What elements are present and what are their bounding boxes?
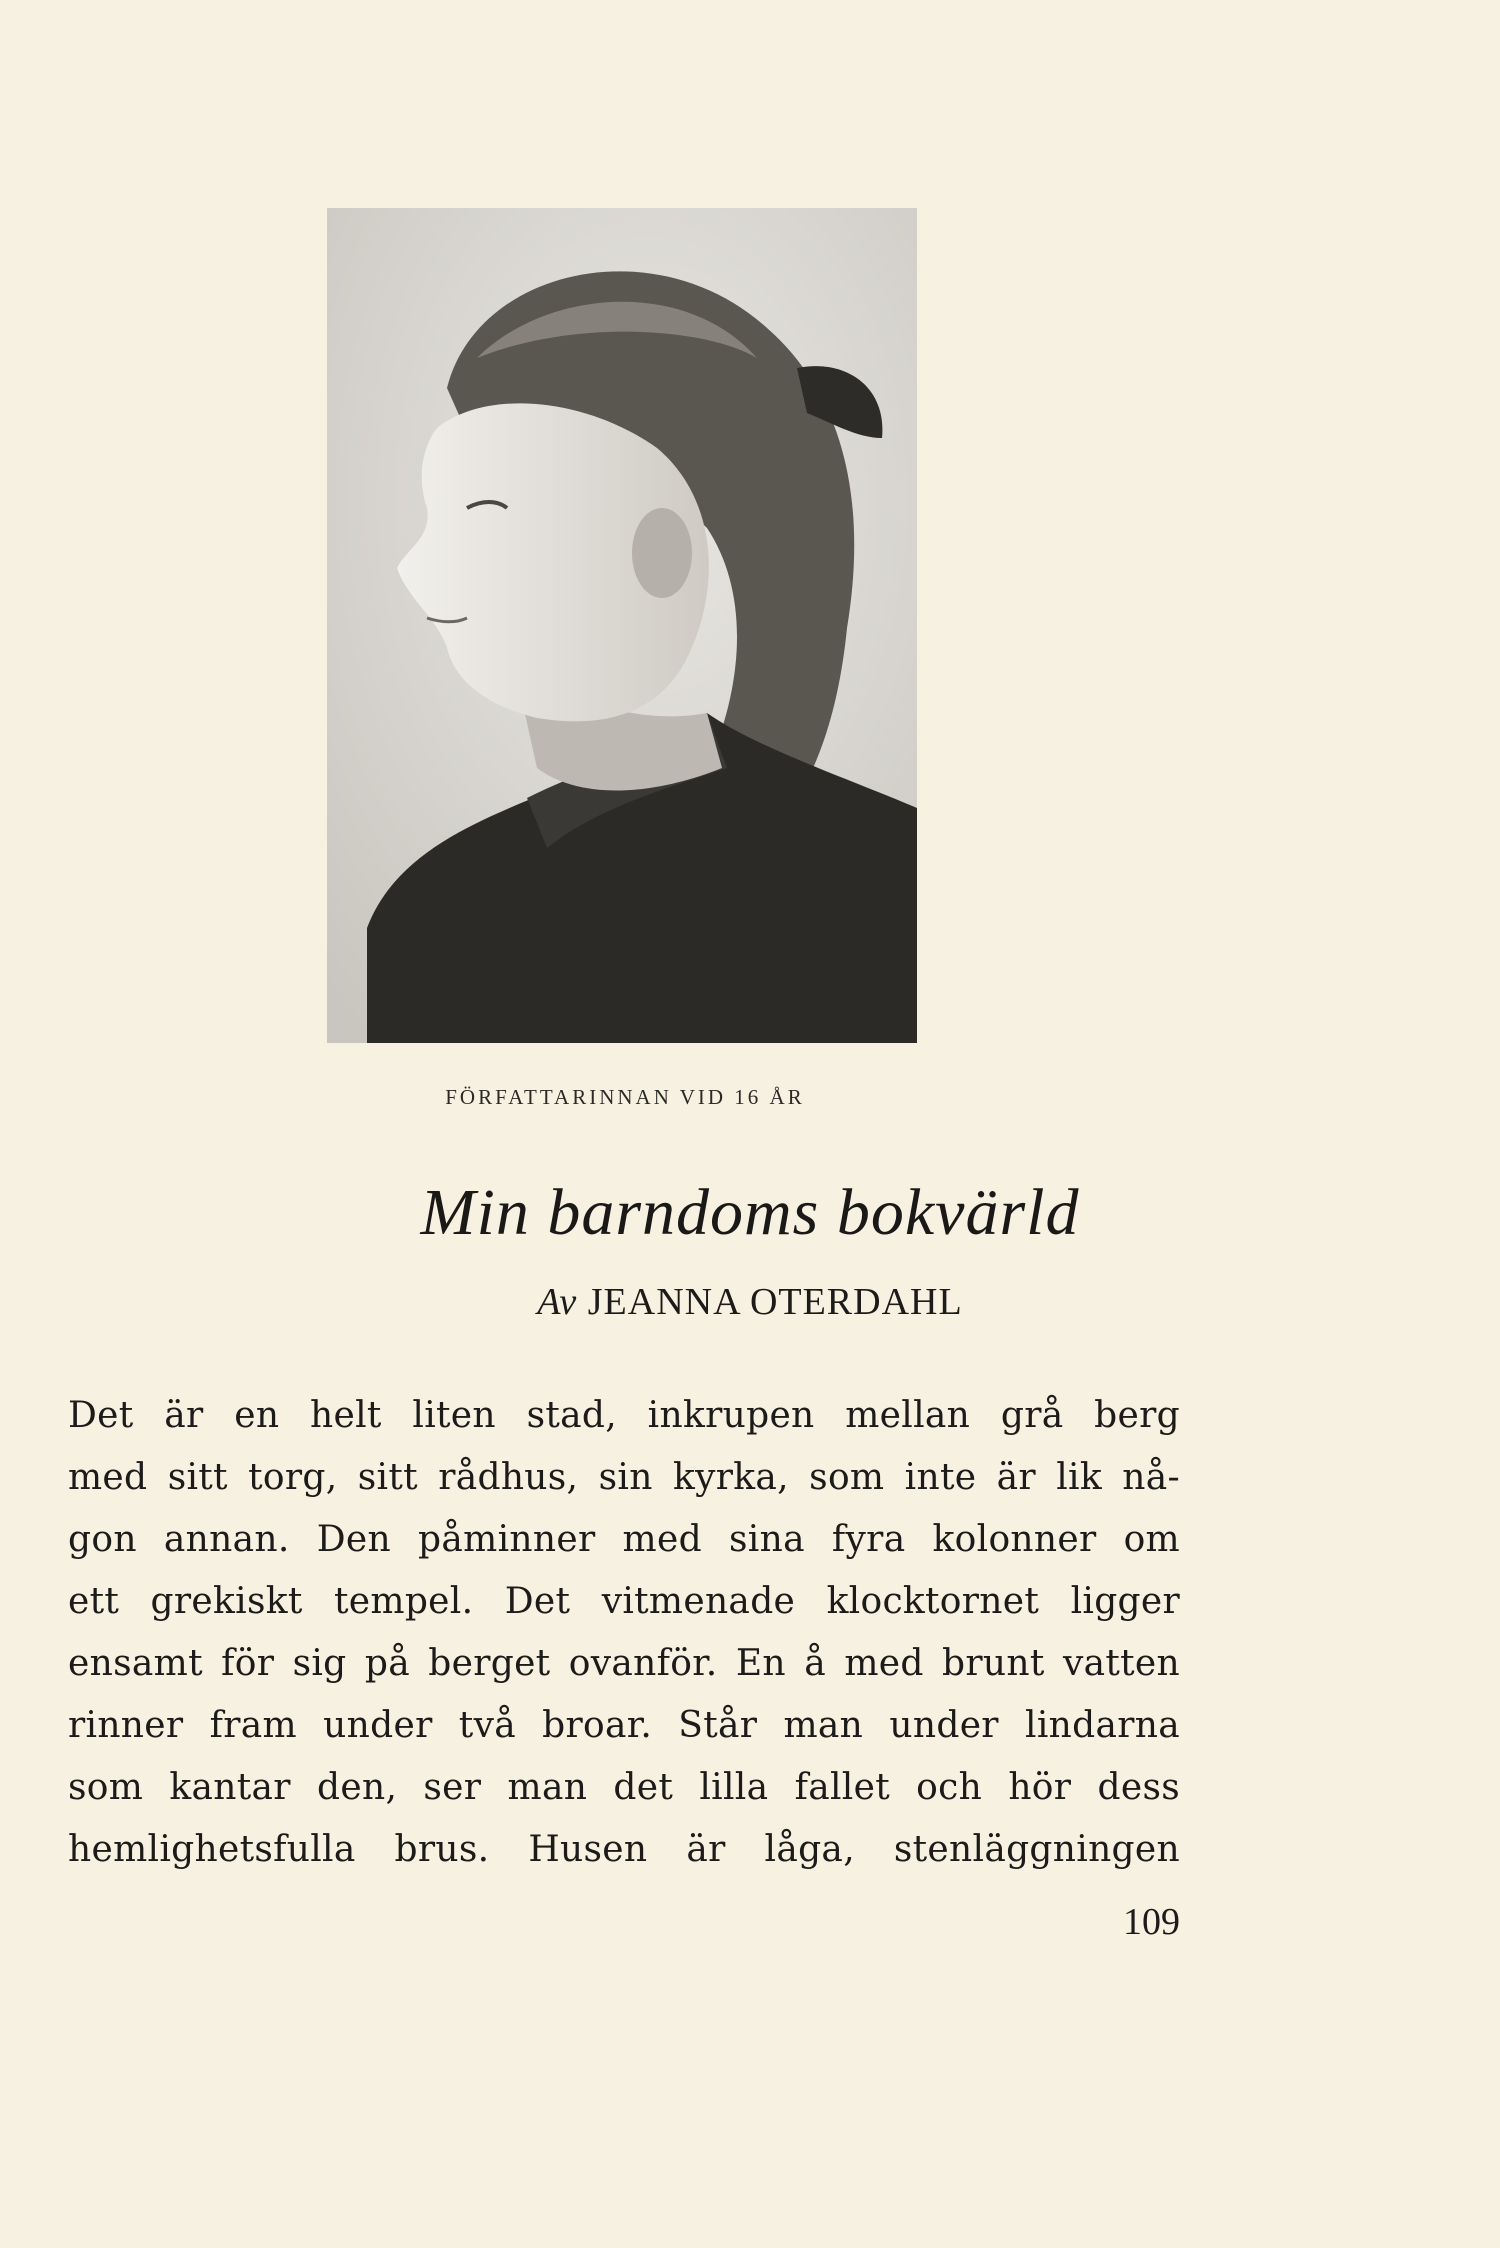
text-line: ensamt för sig på berget ovanför. En å med brunt vatten — [68, 1643, 1180, 1684]
text-line: hemlighetsfulla brus. Husen är låga, stenläggningen — [68, 1829, 1180, 1870]
chapter-title: Min barndoms bokvärld — [420, 1176, 1080, 1249]
byline — [0, 1280, 1500, 1324]
text-line: som kantar den, ser man det lilla fallet och hör dess — [68, 1767, 1180, 1808]
page-number: 109 — [1123, 1901, 1180, 1943]
text-line: med sitt torg, sitt rådhus, sin kyrka, som inte är lik nå- — [68, 1457, 1180, 1498]
text-line: gon annan. Den påminner med sina fyra kolonner om — [68, 1519, 1180, 1560]
portrait-image — [327, 208, 917, 1043]
byline-prefix: Av — [537, 1281, 578, 1323]
text-line: ett grekiskt tempel. Det vitmenade klocktornet ligger — [68, 1581, 1180, 1622]
text-line: rinner fram under två broar. Står man under lindarna — [68, 1705, 1180, 1746]
author-name: JEANNA OTERDAHL — [587, 1281, 963, 1323]
text-line: Det är en helt liten stad, inkrupen mellan grå berg — [68, 1395, 1180, 1436]
portrait-photo — [327, 208, 917, 1043]
body-text — [68, 1385, 1180, 1881]
photo-caption: FÖRFATTARINNAN VID 16 ÅR — [445, 1085, 805, 1109]
